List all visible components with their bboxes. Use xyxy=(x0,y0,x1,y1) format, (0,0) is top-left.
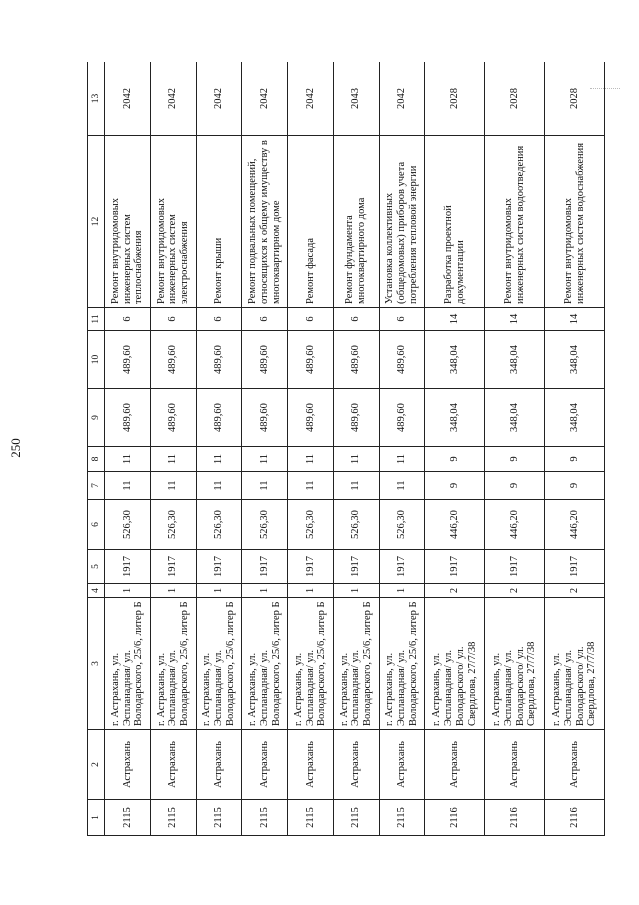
table-cell: 489,60 xyxy=(288,331,334,389)
table-cell: г. Астрахань, ул. Эспланадная/ ул. Володарского/ ул. Свердлова, 27/7/38 xyxy=(425,598,485,730)
table-cell: 6 xyxy=(105,308,151,331)
table-cell: 2116 xyxy=(545,800,605,836)
table-cell: 489,60 xyxy=(196,389,242,447)
table-cell: 489,60 xyxy=(150,331,196,389)
table-cell: 489,60 xyxy=(105,331,151,389)
table-cell: 2028 xyxy=(485,62,545,136)
table-cell: 1917 xyxy=(150,550,196,584)
table-cell: 1917 xyxy=(196,550,242,584)
table-cell: 446,20 xyxy=(545,500,605,550)
table-cell: 6 xyxy=(379,308,425,331)
table-cell: 14 xyxy=(485,308,545,331)
table-cell: 348,04 xyxy=(485,331,545,389)
table-cell: 348,04 xyxy=(425,331,485,389)
table-cell: 11 xyxy=(196,447,242,472)
table-cell: 1917 xyxy=(333,550,379,584)
table-cell: 6 xyxy=(150,308,196,331)
table-cell: 2116 xyxy=(425,800,485,836)
table-cell: 11 xyxy=(379,447,425,472)
table-cell: 446,20 xyxy=(485,500,545,550)
table-cell: 2 xyxy=(485,584,545,598)
column-number-cell: 6 xyxy=(88,500,105,550)
table-cell: Астрахань xyxy=(105,730,151,800)
table-cell: 11 xyxy=(333,472,379,500)
table-cell: 348,04 xyxy=(545,331,605,389)
table-cell: 489,60 xyxy=(379,389,425,447)
table-cell: 6 xyxy=(242,308,288,331)
table-cell: 2115 xyxy=(288,800,334,836)
table-cell: 348,04 xyxy=(485,389,545,447)
table-cell: 1917 xyxy=(379,550,425,584)
table-cell: Ремонт крыши xyxy=(196,136,242,308)
table-cell: г. Астрахань, ул. Эспланадная/ ул. Володарского, 25/6, литер Б xyxy=(242,598,288,730)
table-cell: 2042 xyxy=(150,62,196,136)
table-cell: 1917 xyxy=(485,550,545,584)
table-cell: 2115 xyxy=(333,800,379,836)
table-cell: Астрахань xyxy=(425,730,485,800)
table-cell: г. Астрахань, ул. Эспланадная/ ул. Володарского, 25/6, литер Б xyxy=(288,598,334,730)
table-row xyxy=(485,62,545,836)
table-row xyxy=(105,62,151,836)
table-cell: 2042 xyxy=(196,62,242,136)
table-cell: г. Астрахань, ул. Эспланадная/ ул. Володарского, 25/6, литер Б xyxy=(150,598,196,730)
table-cell: 11 xyxy=(333,447,379,472)
column-number-cell: 4 xyxy=(88,584,105,598)
table-cell: г. Астрахань, ул. Эспланадная/ ул. Володарского, 25/6, литер Б xyxy=(333,598,379,730)
table-cell: 1 xyxy=(288,584,334,598)
table-cell: 2042 xyxy=(242,62,288,136)
table-row xyxy=(425,62,485,836)
table-cell: Установка коллективных (общедомовых) приборов учета потребления тепловой энергии xyxy=(379,136,425,308)
table-cell: 14 xyxy=(545,308,605,331)
table-row xyxy=(545,62,605,836)
table-cell: Астрахань xyxy=(545,730,605,800)
table-cell: 526,30 xyxy=(288,500,334,550)
table-cell: 526,30 xyxy=(333,500,379,550)
document-table xyxy=(87,62,605,836)
table-cell: 348,04 xyxy=(425,389,485,447)
table-cell: г. Астрахань, ул. Эспланадная/ ул. Володарского/ ул. Свердлова, 27/7/38 xyxy=(485,598,545,730)
table-cell: 2115 xyxy=(196,800,242,836)
table-cell: 526,30 xyxy=(105,500,151,550)
table-cell: 1 xyxy=(379,584,425,598)
table-cell: 2028 xyxy=(425,62,485,136)
table-cell: 489,60 xyxy=(333,389,379,447)
table-row xyxy=(196,62,242,836)
column-number-cell: 5 xyxy=(88,550,105,584)
table-cell: 489,60 xyxy=(379,331,425,389)
table-cell: 2115 xyxy=(379,800,425,836)
table-cell: 2028 xyxy=(545,62,605,136)
table-cell: 2042 xyxy=(105,62,151,136)
table-cell: 9 xyxy=(485,472,545,500)
column-number-cell: 13 xyxy=(88,62,105,136)
column-number-cell: 1 xyxy=(88,800,105,836)
table-cell: 11 xyxy=(105,472,151,500)
table-cell: 6 xyxy=(288,308,334,331)
table-cell: 1917 xyxy=(105,550,151,584)
table-cell: Разработка проектной документации xyxy=(425,136,485,308)
page-number: 250 xyxy=(7,438,23,458)
table-cell: 9 xyxy=(425,472,485,500)
table-cell: 9 xyxy=(485,447,545,472)
column-number-cell: 10 xyxy=(88,331,105,389)
table-cell: 1917 xyxy=(545,550,605,584)
table-cell: Астрахань xyxy=(485,730,545,800)
table-cell: 1917 xyxy=(425,550,485,584)
table-cell: Астрахань xyxy=(333,730,379,800)
table-cell: 489,60 xyxy=(196,331,242,389)
table-cell: 1 xyxy=(333,584,379,598)
table-cell: 11 xyxy=(288,447,334,472)
column-number-cell: 12 xyxy=(88,136,105,308)
table-cell: 11 xyxy=(105,447,151,472)
table-row xyxy=(288,62,334,836)
column-number-row xyxy=(88,62,105,836)
table-cell: 2116 xyxy=(485,800,545,836)
table-cell: 526,30 xyxy=(242,500,288,550)
table-cell: 489,60 xyxy=(242,331,288,389)
table-cell: 1 xyxy=(242,584,288,598)
table-cell: 348,04 xyxy=(545,389,605,447)
table-cell: 11 xyxy=(242,472,288,500)
table-cell: 11 xyxy=(196,472,242,500)
table-cell: 2042 xyxy=(379,62,425,136)
table-cell: Астрахань xyxy=(150,730,196,800)
table-cell: г. Астрахань, ул. Эспланадная/ ул. Володарского, 25/6, литер Б xyxy=(196,598,242,730)
column-number-cell: 11 xyxy=(88,308,105,331)
table-cell: 489,60 xyxy=(288,389,334,447)
table-cell: Ремонт фасада xyxy=(288,136,334,308)
table-cell: 2115 xyxy=(105,800,151,836)
table-cell: 2115 xyxy=(150,800,196,836)
table-cell: 9 xyxy=(545,472,605,500)
column-number-cell: 3 xyxy=(88,598,105,730)
table-cell: 526,30 xyxy=(196,500,242,550)
table-row xyxy=(379,62,425,836)
table-cell: Ремонт подвальных помещений, относящихся к общему имуществу в многоквартирном доме xyxy=(242,136,288,308)
table-row xyxy=(333,62,379,836)
table-cell: Ремонт фундамента многоквартирного дома xyxy=(333,136,379,308)
table-cell: 489,60 xyxy=(333,331,379,389)
table-cell: 489,60 xyxy=(105,389,151,447)
table-cell: 11 xyxy=(150,447,196,472)
table-cell: Ремонт внутридомовых инженерных систем водоотведения xyxy=(485,136,545,308)
table-cell: 11 xyxy=(242,447,288,472)
table-cell: 2 xyxy=(425,584,485,598)
table-cell: Астрахань xyxy=(379,730,425,800)
table-cell: 11 xyxy=(288,472,334,500)
table-cell: Ремонт внутридомовых инженерных систем водоснабжения xyxy=(545,136,605,308)
table-cell: 6 xyxy=(333,308,379,331)
table-cell: 1 xyxy=(105,584,151,598)
table-cell: 489,60 xyxy=(150,389,196,447)
table-cell: 9 xyxy=(545,447,605,472)
table-row xyxy=(242,62,288,836)
table-cell: 11 xyxy=(150,472,196,500)
column-number-cell: 7 xyxy=(88,472,105,500)
table-cell: г. Астрахань, ул. Эспланадная/ ул. Володарского/ ул. Свердлова, 27/7/38 xyxy=(545,598,605,730)
table-cell: 2043 xyxy=(333,62,379,136)
table-cell: Ремонт внутридомовых инженерных систем теплоснабжения xyxy=(105,136,151,308)
table-cell: 526,30 xyxy=(379,500,425,550)
column-number-cell: 8 xyxy=(88,447,105,472)
table-cell: 2 xyxy=(545,584,605,598)
table-cell: Астрахань xyxy=(196,730,242,800)
table-row xyxy=(150,62,196,836)
table-cell: 14 xyxy=(425,308,485,331)
table-cell: Ремонт внутридомовых инженерных систем электроснабжения xyxy=(150,136,196,308)
document-table-container xyxy=(87,62,605,836)
table-cell: 1 xyxy=(196,584,242,598)
table-cell: Астрахань xyxy=(242,730,288,800)
table-cell: 2115 xyxy=(242,800,288,836)
column-number-cell: 2 xyxy=(88,730,105,800)
column-number-cell: 9 xyxy=(88,389,105,447)
table-cell: 489,60 xyxy=(242,389,288,447)
table-cell: г. Астрахань, ул. Эспланадная/ ул. Володарского, 25/6, литер Б xyxy=(379,598,425,730)
table-cell: 9 xyxy=(425,447,485,472)
table-cell: 2042 xyxy=(288,62,334,136)
table-cell: 1 xyxy=(150,584,196,598)
table-cell: г. Астрахань, ул. Эспланадная/ ул. Володарского, 25/6, литер Б xyxy=(105,598,151,730)
table-cell: 6 xyxy=(196,308,242,331)
table-cell: Астрахань xyxy=(288,730,334,800)
table-cell: 1917 xyxy=(242,550,288,584)
table-cell: 11 xyxy=(379,472,425,500)
table-cell: 1917 xyxy=(288,550,334,584)
table-cell: 526,30 xyxy=(150,500,196,550)
table-cell: 446,20 xyxy=(425,500,485,550)
